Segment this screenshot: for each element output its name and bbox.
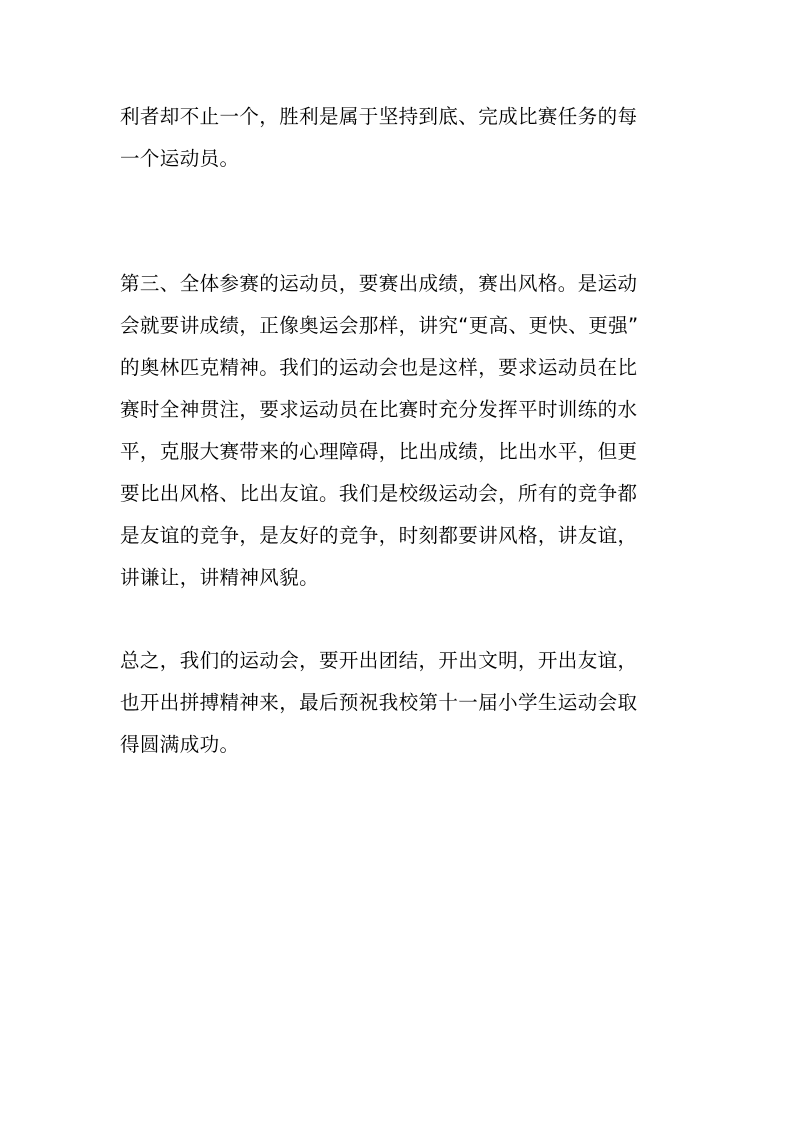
text-line: 讲谦让，讲精神风貌。 <box>120 566 320 589</box>
text-line: 总之，我们的运动会，要开出团结，开出文明，开出友谊， <box>120 649 638 672</box>
text-line: 的奥林匹克精神。我们的运动会也是这样，要求运动员在比 <box>120 356 638 379</box>
text-line: 平，克服大赛带来的心理障碍，比出成绩，比出水平，但更 <box>120 440 638 463</box>
text-line: 也开出拼搏精神来，最后预祝我校第十一届小学生运动会取 <box>120 691 638 714</box>
text-line: 得圆满成功。 <box>120 733 240 756</box>
text-line: 第三、全体参赛的运动员，要赛出成绩，赛出风格。是运动 <box>120 272 638 295</box>
text-line: 是友谊的竞争，是友好的竞争，时刻都要讲风格，讲友谊， <box>120 524 638 547</box>
text-line: 利者却不止一个，胜利是属于坚持到底、完成比赛任务的每 <box>120 105 638 128</box>
text-line: 一个运动员。 <box>120 147 240 170</box>
text-line: 会就要讲成绩，正像奥运会那样，讲究“更高、更快、更强” <box>120 314 639 337</box>
text-line: 赛时全神贯注，要求运动员在比赛时充分发挥平时训练的水 <box>120 398 638 421</box>
text-line: 要比出风格、比出友谊。我们是校级运动会，所有的竞争都 <box>120 482 638 505</box>
